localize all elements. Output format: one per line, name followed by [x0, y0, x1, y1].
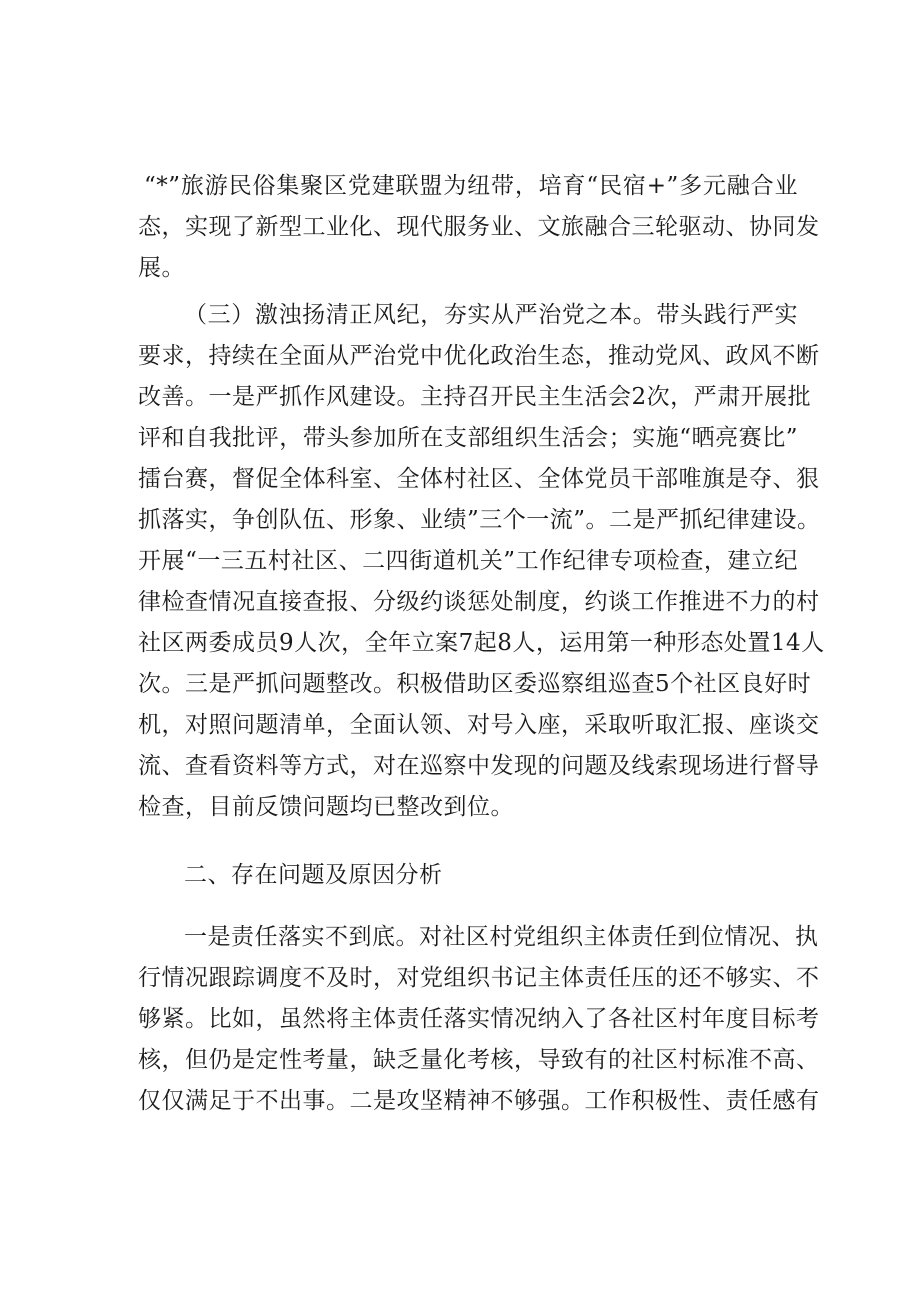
- text-line: 行情况跟踪调度不及时，对党组织书记主体责任压的还不够实、不: [138, 965, 820, 991]
- text-line: 社区两委成员9人次，全年立案7起8人，运用第一种形态处置14人: [138, 630, 825, 656]
- paragraph-continuation: [138, 166, 820, 289]
- heading-text: 二、存在问题及原因分析: [184, 862, 443, 888]
- text-line: 仅仅满足于不出事。二是攻坚精神不够强。工作积极性、责任感有: [138, 1088, 820, 1114]
- text-line: 一是责任落实不到底。对社区村党组织主体责任到位情况、执: [184, 924, 819, 950]
- text-line: 核，但仍是定性考量，缺乏量化考核，导致有的社区村标准不高、: [138, 1047, 820, 1073]
- text-line: 够紧。比如，虽然将主体责任落实情况纳入了各社区村年度目标考: [138, 1006, 820, 1032]
- text-line: “*”旅游民俗集聚区党建联盟为纽带，培育“民宿+”多元融合业: [144, 173, 798, 199]
- text-line: 态，实现了新型工业化、现代服务业、文旅融合三轮驱动、协同发: [138, 214, 820, 240]
- text-line: 流、查看资料等方式，对在巡察中发现的问题及线索现场进行督导: [138, 753, 820, 779]
- text-line: （三）激浊扬清正风纪，夯实从严治党之本。带头践行严实: [184, 302, 798, 328]
- text-line: 开展“一三五村社区、二四街道机关”工作纪律专项检查，建立纪: [138, 548, 798, 574]
- text-line: 展。: [138, 255, 185, 281]
- paragraph-section-three: [138, 295, 825, 828]
- text-line: 检查，目前反馈问题均已整改到位。: [138, 794, 514, 820]
- section-heading: [138, 855, 798, 896]
- text-line: 次。三是严抓问题整改。积极借助区委巡察组巡查5个社区良好时: [138, 671, 812, 697]
- text-line: 机，对照问题清单，全面认领、对号入座，采取听取汇报、座谈交: [138, 712, 820, 738]
- text-line: 抓落实，争创队伍、形象、业绩”三个一流”。二是严抓纪律建设。: [138, 507, 821, 533]
- text-line: 评和自我批评，带头参加所在支部组织生活会；实施“晒亮赛比”: [138, 425, 798, 451]
- paragraph-problems: [138, 917, 820, 1122]
- text-line: 律检查情况直接查报、分级约谈惩处制度，约谈工作推进不力的村: [138, 589, 820, 615]
- text-line: 擂台赛，督促全体科室、全体村社区、全体党员干部唯旗是夺、狠: [138, 466, 820, 492]
- text-line: 改善。一是严抓作风建设。主持召开民主生活会2次，严肃开展批: [138, 384, 812, 410]
- text-line: 要求，持续在全面从严治党中优化政治生态，推动党风、政风不断: [138, 343, 820, 369]
